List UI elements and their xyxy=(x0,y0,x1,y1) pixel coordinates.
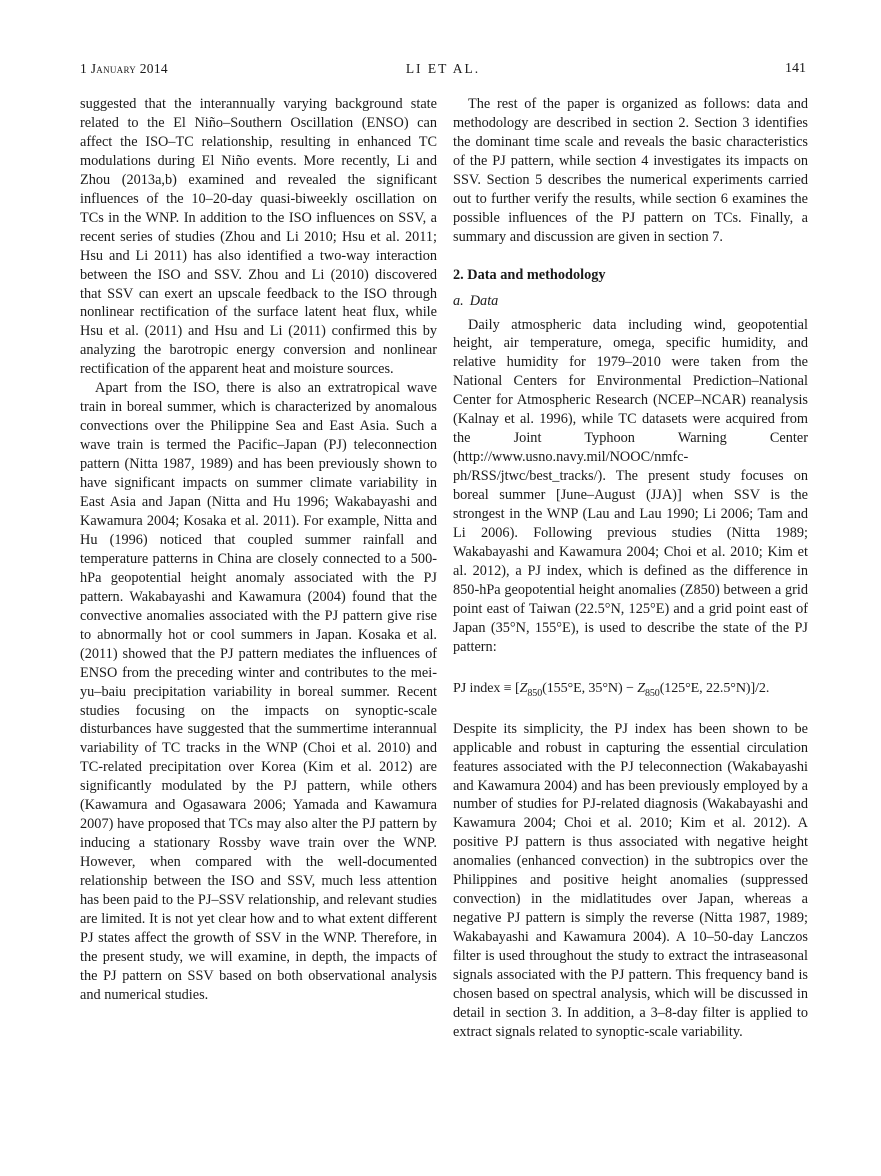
right-column xyxy=(453,95,808,1042)
left-column xyxy=(80,95,437,1005)
paragraph: Apart from the ISO, there is also an extratropical wave train in boreal summer, which is characterized by anomalous convections over the Philippine Sea and East Asia. Such a wave train is termed the Pacific–Japan (PJ) teleconnection pattern (Nitta 1987, 1989) and has been previously shown to have significant impacts on summer climate variability in East Asia and Japan (Nitta and Hu 1996; Wakabayashi and Kawamura 2004; Kosaka et al. 2011). For example, Nitta and Hu (1996) noticed that coupled summer rainfall and temperature patterns in China are closely connected to a 500-hPa geopotential height anomaly associated with the PJ pattern. Wakabayashi and Kawamura (2004) found that the convective anomalies associated with the PJ pattern give rise to abnormally hot or cool summers in Japan. Kosaka et al. (2011) showed that the PJ pattern mediates the influences of ENSO from the preceding winter and contributes to the mei-yu–baiu precipitation variability in boreal summer. Recent studies focusing on the impacts on synoptic-scale disturbances have suggested that the summertime interannual variability of TC tracks in the WNP (Choi et al. 2010) and TC-related precipitation over Korea (Kim et al. 2012) are significantly modulated by the PJ pattern, while others (Kawamura and Ogasawara 2006; Yamada and Kawamura 2007) have proposed that TCs may also alter the PJ pattern by inducing a stationary Rossby wave train over the WNP. However, when compared with the well-documented relationship between the ISO and SSV, much less attention has been paid to the PJ–SSV relationship, and relevant studies are limited. It is not yet clear how and to what extent different PJ states affect the growth of SSV in the WNP. Therefore, in the present study, we will examine, in depth, the impacts of the PJ pattern on SSV based on both observational analysis and numerical studies. xyxy=(80,380,437,1003)
section-title: 2. Data and methodology xyxy=(453,266,606,283)
equation-lhs: PJ index ≡ [ xyxy=(453,679,520,696)
paragraph: Despite its simplicity, the PJ index has been shown to be applicable and robust in capturing the essential circulation features associated with the PJ teleconnection (Wakabayashi and Kawamura 2004) and has been previously employed by a number of studies for PJ-related diagnosis (Wakabayashi and Kawamura 2004; Choi et al. 2010; Kim et al. 2012). A positive PJ pattern is thus associated with negative height anomalies (enhanced convection) in the subtropics over the Philippines and positive height anomalies (suppressed convection) in the midlatitudes over Japan, whereas a negative PJ pattern is simply the reverse (Nitta 1987, 1989; Wakabayashi and Kawamura 2004). A 10–50-day Lanczos filter is used throughout the study to extract the intraseasonal signals associated with the PJ pattern. This frequency band is chosen based on spectral analysis, which will be discussed in detail in section 3. In addition, a 3–8-day filter is applied to extract signals related to synoptic-scale variability. xyxy=(453,720,808,1040)
page-number: 141 xyxy=(785,61,806,76)
paragraph: The rest of the paper is organized as follows: data and methodology are described in section 2. Section 3 identifies the dominant time scale and reveals the basic characteristics of the PJ pattern, while section 4 investigates its impacts on SSV. Section 5 describes the numerical experiments carried out to further verify the results, while section 6 examines the possible influences of the PJ pattern on TCs. Finally, a summary and discussion are given in section 7. xyxy=(453,96,808,245)
equation-variable: Z xyxy=(519,679,528,696)
subsection-label: Data xyxy=(469,292,499,309)
header-date: 1 January 2014 xyxy=(80,61,168,76)
paragraph: suggested that the interannually varying background state related to the El Niño–Southern Oscillation (ENSO) can affect the ISO–TC relationship, resulting in enhanced TC modulations during El Niño events. More recently, Li and Zhou (2013a,b) examined and revealed the significant influences of the 10–20-day quasi-biweekly oscillation on TCs in the WNP. In addition to the ISO influences on SSV, a recent series of studies (Zhou and Li 2010; Hsu et al. 2011; Hsu and Li 2011) has also identified a two-way interaction between the ISO and SSV. Zhou and Li (2010) discovered that SSV can exert an upscale feedback to the ISO through nonlinear rectification of the surface latent heat flux, while Hsu et al. (2011) and Hsu and Li (2011) confirmed this by analyzing the barotropic energy conversion and nonlinear rectification of the apparent heat and moisture sources. xyxy=(80,96,437,378)
equation-subscript: 850 xyxy=(527,687,543,699)
subsection-letter: a. xyxy=(453,292,464,309)
pj-index-equation xyxy=(453,679,808,698)
equation-arg1: (155°E, 35°N) − xyxy=(542,679,638,696)
equation-variable: Z xyxy=(637,679,645,696)
paragraph: Daily atmospheric data including wind, geopotential height, air temperature, omega, specific humidity, and relative humidity for 1979–2010 were taken from the National Centers for Environmental Prediction–National Center for Atmospheric Research (NCEP–NCAR) reanalysis (Kalnay et al. 1996), while TC datasets were acquired from the Joint Typhoon Warning Center (http://www.usno.navy.mil/NOOC/nmfc-ph/RSS/jtwc/best_tracks/). The present study focuses on boreal summer [June–August (JJA)] when SSV is the strongest in the WNP (Lau and Lau 1990; Li 2006; Tam and Li 2006). Following previous studies (Nitta 1989; Wakabayashi and Kawamura 2004; Choi et al. 2010; Kim et al. 2012), a PJ index, which is defined as the difference in 850-hPa geopotential height anomalies (Z850) between a grid point east of Taiwan (22.5°N, 125°E) and a grid point east of Japan (35°N, 155°E), is used to describe the state of the PJ pattern: xyxy=(453,316,808,655)
subsection-title xyxy=(453,292,808,311)
header-authors: LI ET AL. xyxy=(405,61,481,76)
equation-arg2: (125°E, 22.5°N)]/2. xyxy=(659,679,770,696)
page-header xyxy=(80,61,806,81)
equation-subscript: 850 xyxy=(644,687,660,699)
